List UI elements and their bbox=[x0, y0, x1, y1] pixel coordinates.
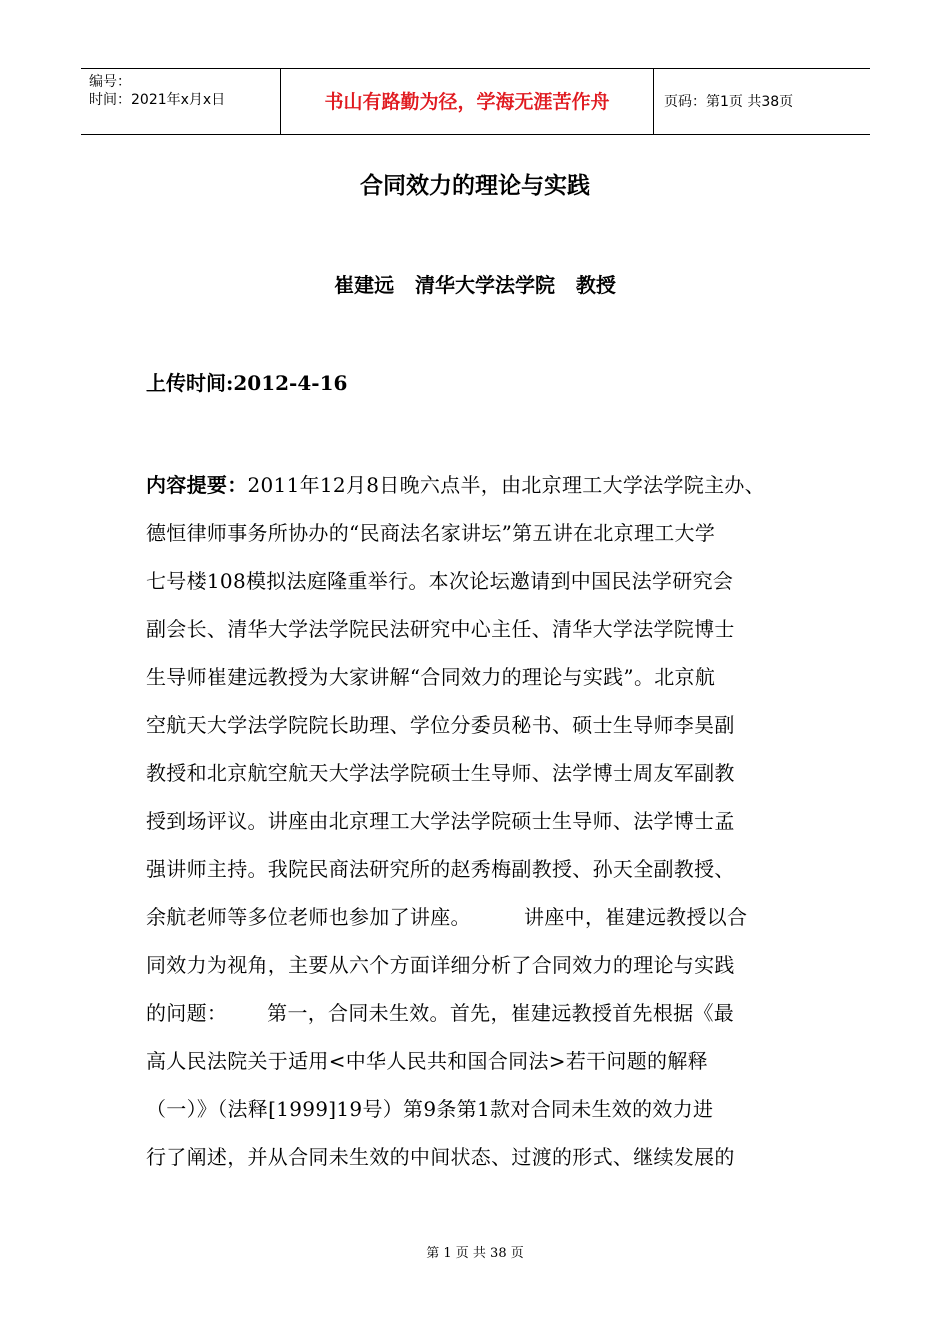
summary-body bbox=[146, 461, 806, 1181]
body-line: 七号楼108模拟法庭隆重举行。本次论坛邀请到中国民法学研究会 bbox=[146, 569, 734, 593]
header-number-label: 编号： bbox=[89, 74, 131, 90]
header-time-label: 时间：2021年x月x日 bbox=[89, 92, 226, 108]
body-line: 行了阐述，并从合同未生效的中间状态、过渡的形式、继续发展的 bbox=[146, 1145, 735, 1169]
header-motto: 书山有路勤为径，学海无涯苦作舟 bbox=[281, 69, 654, 134]
header-meta bbox=[81, 69, 281, 134]
body-line bbox=[146, 461, 806, 509]
body-line: 余航老师等多位老师也参加了讲座。 讲座中，崔建远教授以合 bbox=[146, 905, 748, 929]
author-line: 崔建远 清华大学法学院 教授 bbox=[334, 273, 616, 297]
body-line: （一）》（法释[1999]19号）第9条第1款对合同未生效的效力进 bbox=[146, 1097, 714, 1121]
body-line: 德恒律师事务所协办的“民商法名家讲坛”第五讲在北京理工大学 bbox=[146, 521, 716, 545]
body-line: 副会长、清华大学法学院民法研究中心主任、清华大学法学院博士 bbox=[146, 617, 735, 641]
body-line: 空航天大学法学院院长助理、学位分委员秘书、硕士生导师李昊副 bbox=[146, 713, 735, 737]
body-line: 授到场评议。讲座由北京理工大学法学院硕士生导师、法学博士孟 bbox=[146, 809, 735, 833]
body-line: 强讲师主持。我院民商法研究所的赵秀梅副教授、孙天全副教授、 bbox=[146, 857, 735, 881]
body-line: 高人民法院关于适用<中华人民共和国合同法>若干问题的解释 bbox=[146, 1049, 708, 1073]
summary-label: 内容提要： bbox=[146, 473, 248, 497]
upload-time: 上传时间:2012-4-16 bbox=[146, 371, 348, 395]
body-line: 同效力为视角，主要从六个方面详细分析了合同效力的理论与实践 bbox=[146, 953, 735, 977]
page-footer: 第 1 页 共 38 页 bbox=[426, 1246, 524, 1261]
header-page-code: 页码：第1页 共38页 bbox=[664, 94, 794, 110]
body-line: 的问题： 第一，合同未生效。首先，崔建远教授首先根据《最 bbox=[146, 1001, 735, 1025]
body-line-text: 2011年12月8日晚六点半，由北京理工大学法学院主办、 bbox=[247, 473, 765, 497]
document-title: 合同效力的理论与实践 bbox=[360, 173, 590, 199]
body-line: 生导师崔建远教授为大家讲解“合同效力的理论与实践”。北京航 bbox=[146, 665, 716, 689]
page-header bbox=[81, 68, 870, 135]
body-line: 教授和北京航空航天大学法学院硕士生导师、法学博士周友军副教 bbox=[146, 761, 735, 785]
